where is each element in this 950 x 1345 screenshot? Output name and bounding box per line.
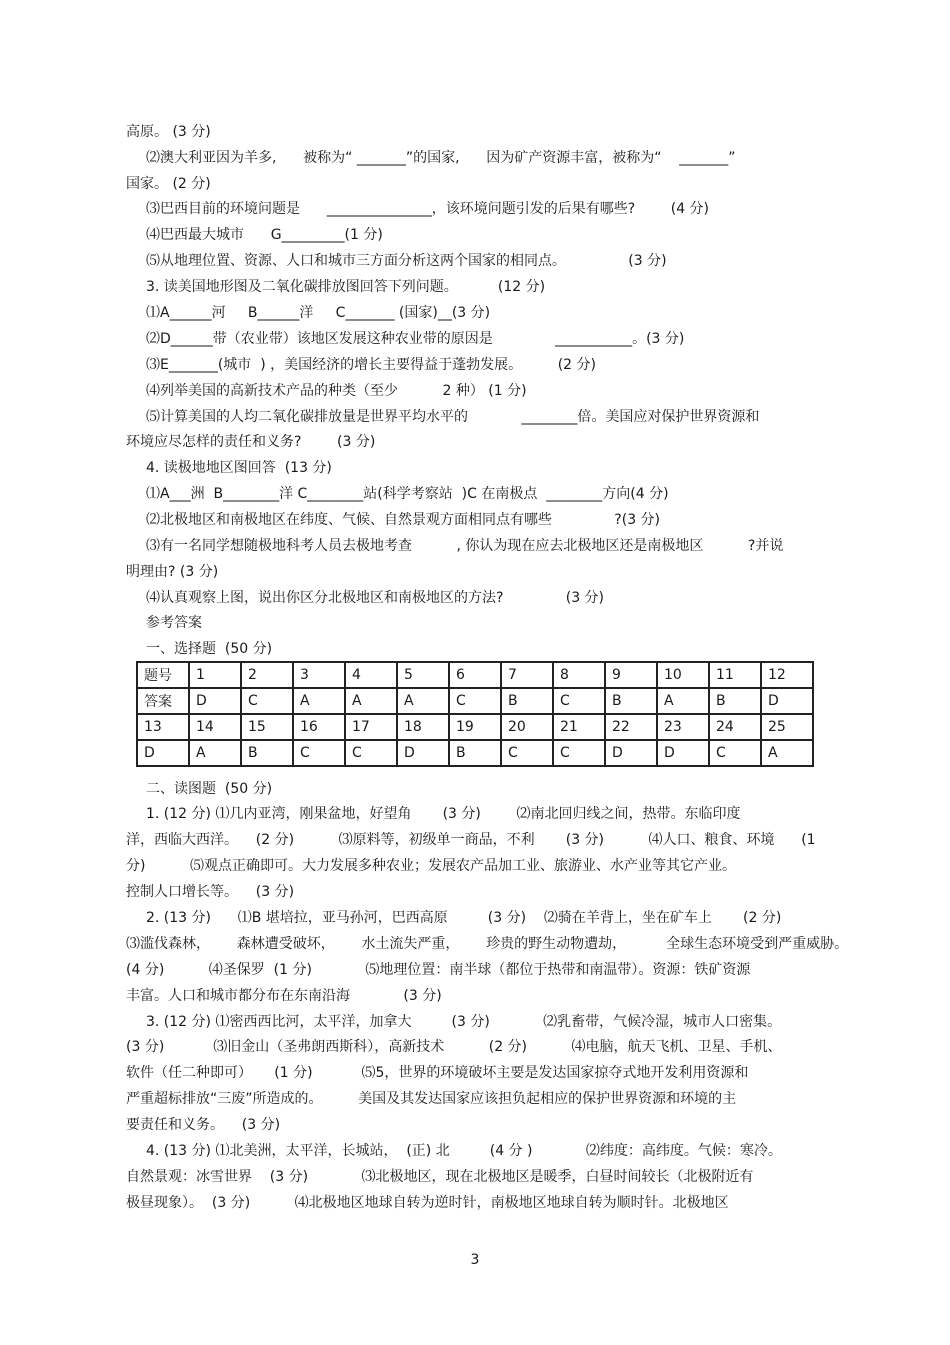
table-cell: 12	[761, 662, 813, 688]
table-cell: D	[397, 740, 449, 766]
text-line: 严重超标排放“三废”所造成的。 美国及其发达国家应该担负起相应的保护世界资源和环境的主	[126, 1091, 737, 1107]
table-cell: 16	[293, 714, 345, 740]
text-line: (4 分) ⑷圣保罗 (1 分) ⑸地理位置：南半球（都位于热带和南温带）。资源：铁矿资源	[126, 962, 751, 978]
text-line: 明理由? (3 分)	[126, 564, 219, 580]
table-cell: 3	[293, 662, 345, 688]
text-line: ⑶有一名同学想随极地科考人员去极地考查 , 你认为现在应去北极地区还是南极地区 ?并说	[146, 538, 784, 554]
text-line: ⑶E_______(城市 ) ，美国经济的增长主要得益于蓬勃发展。 (2 分)	[146, 357, 597, 373]
table-cell: 24	[709, 714, 761, 740]
table-cell: 18	[397, 714, 449, 740]
table-cell: C	[709, 740, 761, 766]
text-line: ⑸从地理位置、资源、人口和城市三方面分析这两个国家的相同点。 (3 分)	[146, 253, 667, 269]
text-line: 高原。 (3 分)	[126, 124, 211, 140]
table-cell: C	[345, 740, 397, 766]
table-cell: 19	[449, 714, 501, 740]
table-cell: A	[397, 688, 449, 714]
table-cell: 4	[345, 662, 397, 688]
table-cell: 13	[137, 714, 189, 740]
table-cell: 1	[189, 662, 241, 688]
text-line: ⑶巴西目前的环境问题是 _______________，该环境问题引发的后果有哪些? (4 分)	[146, 201, 710, 217]
table-cell: C	[293, 740, 345, 766]
table-cell: C	[449, 688, 501, 714]
table-cell: D	[657, 740, 709, 766]
table-cell: 20	[501, 714, 553, 740]
text-line: ⑸计算美国的人均二氧化碳排放量是世界平均水平的 ________倍。美国应对保护世界资源和	[146, 409, 760, 425]
text-line: ⑵北极地区和南极地区在纬度、气候、自然景观方面相同点有哪些 ?(3 分)	[146, 512, 661, 528]
table-cell: B	[605, 688, 657, 714]
section-heading: 一、选择题 (50 分)	[146, 641, 273, 657]
table-cell: 7	[501, 662, 553, 688]
text-line: 要责任和义务。 (3 分)	[126, 1117, 281, 1133]
table-cell: B	[501, 688, 553, 714]
text-line: ⑴A___洲 B________洋 C________站(科学考察站 )C 在南极点 ________方向(4 分)	[146, 486, 669, 502]
table-cell: C	[553, 688, 605, 714]
table-row	[137, 662, 813, 688]
text-line: 丰富。人口和城市都分布在东南沿海 (3 分)	[126, 988, 442, 1004]
table-cell: 2	[241, 662, 293, 688]
table-cell: 11	[709, 662, 761, 688]
table-cell: 23	[657, 714, 709, 740]
table-cell: 15	[241, 714, 293, 740]
table-cell: B	[241, 740, 293, 766]
table-cell: B	[709, 688, 761, 714]
table-cell: A	[345, 688, 397, 714]
text-line: 环境应尽怎样的责任和义务? (3 分)	[126, 434, 376, 450]
text-line: ⑷巴西最大城市 G_________(1 分)	[146, 227, 383, 243]
text-line: ⑵澳大利亚因为羊多, 被称为“ _______”的国家, 因为矿产资源丰富，被称为“ _______”	[146, 150, 736, 166]
table-cell: 25	[761, 714, 813, 740]
text-line: 自然景观：冰雪世界 (3 分) ⑶北极地区，现在北极地区是暖季，白昼时间较长（北极附近有	[126, 1169, 754, 1185]
table-cell: 6	[449, 662, 501, 688]
table-cell: 5	[397, 662, 449, 688]
table-cell: 17	[345, 714, 397, 740]
table-cell: 答案	[137, 688, 189, 714]
table-cell: 22	[605, 714, 657, 740]
table-cell: A	[761, 740, 813, 766]
text-line: ⑷认真观察上图，说出你区分北极地区和南极地区的方法? (3 分)	[146, 590, 605, 606]
table-cell: B	[449, 740, 501, 766]
table-cell: 21	[553, 714, 605, 740]
table-row	[137, 688, 813, 714]
table-cell: A	[657, 688, 709, 714]
table-cell: C	[501, 740, 553, 766]
text-line: 3. 读美国地形图及二氧化碳排放图回答下列问题。 (12 分)	[146, 279, 546, 295]
table-cell: A	[189, 740, 241, 766]
text-line: ⑴A______河 B______洋 C_______ (国家)__(3 分)	[146, 305, 491, 321]
table-row	[137, 714, 813, 740]
answer-key-heading: 参考答案	[146, 615, 202, 631]
section-heading: 二、读图题 (50 分)	[146, 781, 273, 797]
text-line: 极昼现象）。 (3 分) ⑷北极地区地球自转为逆时针，南极地区地球自转为顺时针。北极地区	[126, 1195, 729, 1211]
text-line: ⑵D______带（农业带）该地区发展这种农业带的原因是 ___________。(3 分)	[146, 331, 685, 347]
text-line: 4. (13 分) ⑴北美洲，太平洋，长城站， (正) 北 (4 分 ) ⑵纬度：高纬度。气候：寒冷。	[146, 1143, 782, 1159]
text-line: 2. (13 分) ⑴B 堪培拉，亚马孙河，巴西高原 (3 分) ⑵骑在羊背上，坐在矿车上 (2 分)	[146, 910, 782, 926]
page-number: 3	[470, 1252, 480, 1268]
text-line: 洋，西临大西洋。 (2 分) ⑶原料等，初级单一商品，不利 (3 分) ⑷人口、粮食、环境 (1	[126, 832, 816, 848]
answer-table	[136, 661, 814, 767]
text-line: 4. 读极地地区图回答 (13 分)	[146, 460, 332, 476]
table-cell: C	[241, 688, 293, 714]
text-line: 软件（任二种即可） (1 分) ⑸5，世界的环境破坏主要是发达国家掠夺式地开发利用资源和	[126, 1065, 749, 1081]
table-cell: 8	[553, 662, 605, 688]
table-cell: 题号	[137, 662, 189, 688]
text-line: ⑶滥伐森林， 森林遭受破坏， 水土流失严重， 珍贵的野生动物遭劫， 全球生态环境受到严重威胁。	[126, 936, 849, 952]
table-cell: 10	[657, 662, 709, 688]
table-cell: 14	[189, 714, 241, 740]
text-line: 3. (12 分) ⑴密西西比河，太平洋，加拿大 (3 分) ⑵乳畜带，气候冷湿，城市人口密集。	[146, 1014, 782, 1030]
text-line: 控制人口增长等。 (3 分)	[126, 884, 295, 900]
table-cell: D	[137, 740, 189, 766]
text-line: (3 分) ⑶旧金山（圣弗朗西斯科），高新技术 (2 分) ⑷电脑，航天飞机、卫星、手机、	[126, 1039, 782, 1055]
table-cell: A	[293, 688, 345, 714]
table-cell: 9	[605, 662, 657, 688]
table-cell: C	[553, 740, 605, 766]
table-row	[137, 740, 813, 766]
text-line: ⑷列举美国的高新技术产品的种类（至少 2 种） (1 分)	[146, 383, 527, 399]
text-line: 国家。 (2 分)	[126, 176, 211, 192]
table-cell: D	[761, 688, 813, 714]
table-cell: D	[189, 688, 241, 714]
text-line: 1. (12 分) ⑴几内亚湾，刚果盆地，好望角 (3 分) ⑵南北回归线之间，热带。东临印度	[146, 806, 741, 822]
table-cell: D	[605, 740, 657, 766]
text-line: 分) ⑸观点正确即可。大力发展多种农业；发展农产品加工业、旅游业、水产业等其它产业。	[126, 858, 736, 874]
